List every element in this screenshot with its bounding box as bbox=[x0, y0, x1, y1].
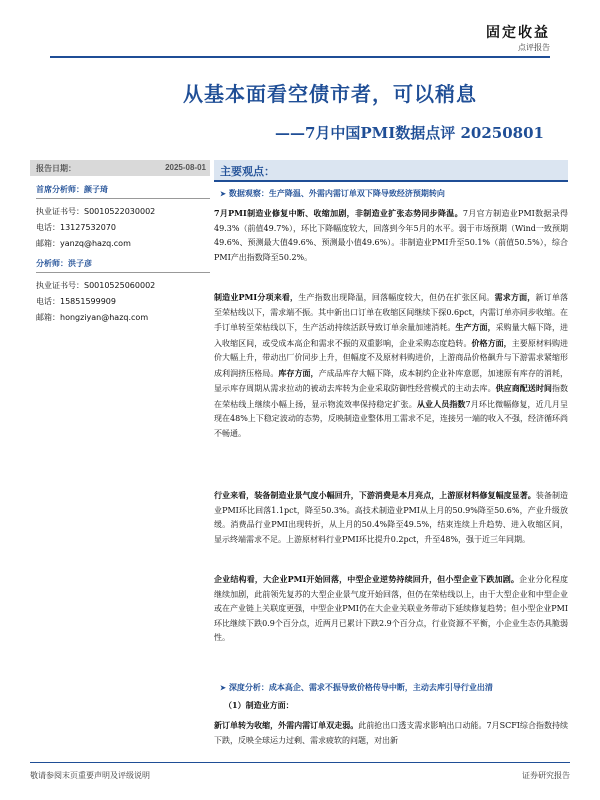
analyst-cert: 执业证书号：S0010525060002 bbox=[36, 281, 156, 290]
bold-lead-text: 生产方面， bbox=[455, 322, 496, 332]
analyst-email[interactable]: 邮箱：hongziyan@hazq.com bbox=[36, 313, 149, 322]
paragraph-overview bbox=[214, 206, 568, 265]
paragraph-enterprise bbox=[214, 572, 568, 646]
bold-lead-text: 行业来看，装备制造业景气度小幅回升，下游消费是本月亮点，上游原材料修复幅度显著。 bbox=[214, 490, 536, 500]
bold-lead-text: 库存方面， bbox=[278, 367, 319, 378]
bullet-data-observation bbox=[220, 188, 445, 199]
bullet-text: 深度分析：成本高企、需求不振导致价格传导中断，主动去库引导行业出清 bbox=[228, 682, 493, 692]
analyst-phone: 电话：15851599909 bbox=[36, 297, 116, 306]
viewpoint-header: 主要观点： bbox=[220, 165, 275, 178]
report-date-label: 报告日期： bbox=[36, 163, 76, 173]
bold-lead-text: 供应商配送时间 bbox=[495, 383, 552, 393]
section-manufacturing: （1）制造业方面： bbox=[224, 700, 294, 710]
analyst-phone: 电话：13127532070 bbox=[36, 223, 116, 232]
body-text: 产成品库存大幅下降，成本制约企业补库意愿，加速原有库存的消耗，显示库存周期从需求拉动的被动去库转为企业采取防御性经营模式的主动去库。 bbox=[214, 368, 569, 393]
body-text: 主要原材料购进价大幅上升，带动出厂价同步上升，但幅度不及原材料购进价，上游商品价格飙升与下游需求紧缩形成利润挤压格局。 bbox=[214, 338, 569, 378]
viewpoint-header-bar bbox=[214, 160, 568, 182]
footer-label: 证券研究报告 bbox=[522, 771, 570, 780]
analyst-title: 分析师：洪子彦 bbox=[36, 258, 92, 268]
header-divider bbox=[50, 56, 550, 58]
footer-disclaimer: 敬请参阅末页重要声明及评级说明 bbox=[30, 771, 150, 780]
bullet-text: 数据观察：生产降温、外需内需订单双下降导致经济预期转向 bbox=[228, 188, 445, 198]
analyst-divider bbox=[36, 272, 210, 273]
body-text: 新订单落至荣枯线以下，需求端不振。其中新出口订单在收缩区间继续下探0.6pct，内需订单亦同步收缩。在手订单转至荣枯线以下，生产活动持续活跃导致订单余量加速消耗。 bbox=[214, 293, 569, 332]
paragraph-industry bbox=[214, 488, 568, 547]
bold-lead-text: 制造业PMI分项来看， bbox=[214, 292, 299, 302]
paragraph-new-orders bbox=[214, 718, 568, 748]
body-text: 采购量大幅下降，进入收缩区间，或受成本高企和需求不振的双重影响，企业采购态度趋转。 bbox=[214, 323, 569, 348]
bold-lead-text: 价格方面， bbox=[471, 337, 512, 348]
report-date: 2025-08-01 bbox=[165, 163, 206, 172]
analyst-divider bbox=[36, 198, 210, 199]
bold-lead-text: 需求方面， bbox=[494, 292, 536, 302]
body-text: 装备制造业PMI环比回落1.1pct，降至50.3%。高技术制造业PMI从上月的50.9%降至50.6%，产业升级放缓。消费品行业PMI出现转折，从上月的50.4%降至49.5%，结束连续上升趋势、进入收缩区间，显示终端需求不足。上游原材料行业PMI环比提升0.2pct，升至48%，强于近三年同期。 bbox=[214, 491, 568, 544]
report-date-bar bbox=[30, 160, 210, 176]
bold-lead-text: 7月PMI制造业修复中断、收缩加剧，非制造业扩张态势同步降温。 bbox=[214, 208, 463, 218]
report-subtitle: ——7月中国PMI数据点评 20250801 bbox=[274, 124, 544, 142]
analyst-cert: 执业证书号：S0010522030002 bbox=[36, 207, 156, 216]
bullet-deep-analysis bbox=[220, 682, 493, 693]
report-category: 固定收益 bbox=[486, 25, 550, 41]
analyst-title: 首席分析师：颜子琦 bbox=[36, 184, 108, 194]
body-text: 生产指数出现降温，回落幅度较大，但仍在扩张区间。 bbox=[298, 293, 495, 302]
analyst-email[interactable]: 邮箱：yanzq@hazq.com bbox=[36, 239, 131, 248]
arrow-bullet-icon: ➤ bbox=[220, 189, 226, 198]
bold-lead-text: 新订单转为收缩，外需内需订单双走弱。 bbox=[214, 720, 359, 730]
body-text: 7月官方制造业PMI数据录得49.3%（前值49.7%），环比下降幅度较大，回落到今年5月的水平。弱于市场预期（Wind一致预期49.6%、预测最大值49.6%、预测最小值49.6%）。非制造业PMI升至50.1%（前值50.5%），综合PMI产出指数降至50.2%。 bbox=[214, 209, 568, 262]
arrow-bullet-icon: ➤ bbox=[220, 683, 226, 692]
report-title: 从基本面看空债市者，可以稍息 bbox=[183, 82, 477, 106]
body-text: 7月环比微幅修复，近几月呈现在48%上下稳定波动的态势，反映制造业整体用工需求不足，连接另一端的收入不强，经济循环尚不畅通。 bbox=[214, 399, 569, 438]
bold-lead-text: 从业人员指数 bbox=[416, 398, 466, 409]
paragraph-manufacturing-items bbox=[214, 290, 568, 441]
body-text: 企业分化程度继续加剧，此前领先复苏的大型企业景气度开始回落，但仍在荣枯线以上，由于大型企业和中型企业或在产业链上关联度更强，中型企业PMI仍在大企业关联业务带动下延续修复趋势；但小型企业PMI环比继续下跌0.9个百分点，近两月已累计下跌2.9个百分点，行业资源不平衡，小企业生态仍具脆弱性。 bbox=[214, 575, 568, 642]
body-text: 此前抢出口透支需求影响出口动能。7月SCFI综合指数持续下跌，反映全球运力过剩、需求疲软的问题，对出新 bbox=[214, 721, 569, 745]
body-text: 指数在荣枯线上继续小幅上扬，显示物流效率保持稳定扩张。 bbox=[214, 384, 568, 409]
bold-lead-text: 企业结构看，大企业PMI开始回落，中型企业逆势持续回升，但小型企业下跌加剧。 bbox=[214, 574, 520, 584]
report-type: 点评报告 bbox=[518, 43, 550, 52]
footer-divider bbox=[30, 762, 570, 763]
